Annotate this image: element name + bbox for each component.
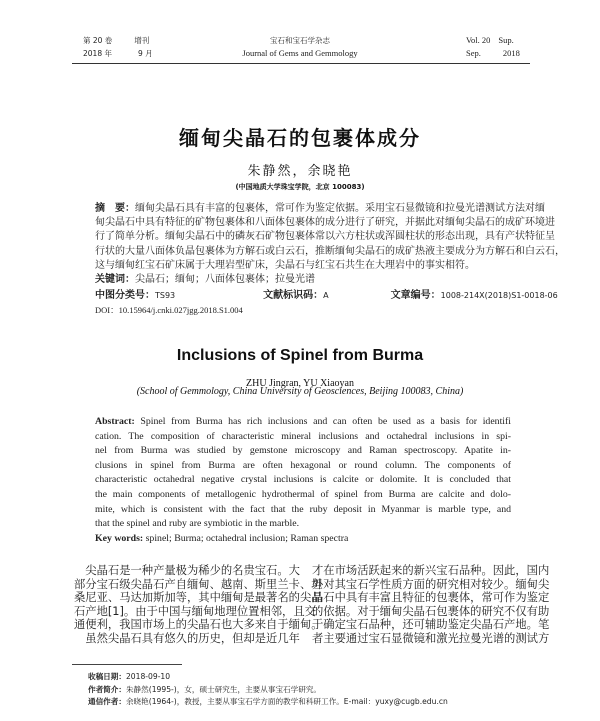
doc-code-label: 文献标识码： bbox=[263, 290, 324, 302]
classification-label: 中图分类号： bbox=[95, 290, 155, 302]
abstract-en-line: clusions in spinel from Burma are often hexagonal or round column. The components of bbox=[95, 459, 511, 471]
body-line: 石产地[1]。由于中国与缅甸地理位置相邻，且交 bbox=[74, 604, 316, 618]
body-line: 的依据。对于缅甸尖晶石包裹体的研究不仅有助 bbox=[312, 604, 550, 618]
classification-value: TS93 bbox=[155, 291, 176, 301]
abstract-en-label: Abstract: bbox=[95, 416, 135, 427]
body-line: 部分宝石级尖晶石产自缅甸、越南、斯里兰卡、坦 bbox=[74, 577, 323, 591]
month-en: Sep. bbox=[466, 48, 481, 58]
body-column-right bbox=[312, 564, 550, 646]
body-line: 者主要通过宝石显微镜和激光拉曼光谱的测试方 bbox=[312, 631, 550, 645]
journal-name-en: Journal of Gems and Gemmology bbox=[242, 48, 358, 58]
doc-code-value: A bbox=[323, 291, 329, 301]
journal-name-cn: 宝石和宝石学杂志 bbox=[270, 36, 330, 45]
keywords-en-label: Key words: bbox=[95, 532, 144, 544]
body-line: 外对其宝石学性质方面的研究相对较少。缅甸尖 bbox=[312, 577, 550, 591]
body-line: 尖晶石是一种产量极为稀少的名贵宝石。大 bbox=[74, 564, 300, 577]
abstract-en-line: that the spinel and ruby are symbiotic in the marble. bbox=[95, 518, 300, 530]
abstract-en-line: characteristic octahedral negative crystal inclusions is calcite or dolomite. It is concluded that bbox=[95, 474, 511, 486]
abstract-en-line: the main components of metallogenic hydrothermal of spinel from Burma are calcite and dolo- bbox=[95, 488, 511, 500]
issue: 增刊 bbox=[134, 36, 150, 45]
footnote-received: 收稿日期：2018-09-10 bbox=[88, 672, 171, 681]
abstract-en-line: cation. The composition of characteristic mineral inclusions and octahedral inclusions in spi- bbox=[95, 430, 511, 442]
abstract-en-line: nel from Burma was studied by gemstone microscopy and Raman spectroscopy. Apatite in- bbox=[95, 445, 511, 457]
sup-en: Sup. bbox=[498, 35, 514, 45]
abstract-en-line: mite, which is consistent with the fact that the ruby deposit in Myanmar is marble type, and bbox=[95, 503, 511, 515]
year-en: 2018 bbox=[502, 48, 520, 58]
header-right bbox=[466, 34, 520, 60]
body-line: 才在市场活跃起来的新兴宝石品种。因此，国内 bbox=[312, 564, 550, 577]
keywords-cn-label: 关键词： bbox=[95, 274, 135, 286]
footnote-corresponding: 通信作者：余晓艳(1964-)，教授，主要从事宝石学方面的教学和科研工作。E-mail：yuxy@cugb.edu.cn bbox=[88, 697, 448, 706]
doi: DOI：10.15964/j.cnki.027jgg.2018.S1.004 bbox=[95, 305, 243, 316]
body-line: 桑尼亚、马达加斯加等，其中缅甸是最著名的尖晶 bbox=[74, 591, 323, 605]
affiliation-en: (School of Gemmology, China University of Geosciences, Beijing 100083, China) bbox=[136, 386, 464, 397]
title-en: Inclusions of Spinel from Burma bbox=[176, 347, 424, 364]
footnote-author-bio: 作者简介：朱静然(1995-)，女，硕士研究生，主要从事宝石学研究。 bbox=[88, 684, 322, 694]
body-line: 通便利，我国市场上的尖晶石也大多来自于缅甸。 bbox=[74, 618, 323, 632]
vol-en: Vol. 20 bbox=[466, 35, 491, 45]
body-column-left bbox=[74, 564, 323, 646]
keywords-en: spinel; Burma; octahedral inclusion; Raman spectra bbox=[143, 532, 349, 544]
affiliation-cn: (中国地质大学珠宝学院，北京 100083) bbox=[235, 183, 365, 191]
month: 9 月 bbox=[137, 49, 153, 58]
footnote-rule bbox=[72, 664, 182, 665]
abstract-cn-line: 行了简单分析。缅甸尖晶石中的磷灰石矿物包裹体常以六方柱状或浑圆柱状的形态出现，具有产状特征呈 bbox=[95, 231, 555, 243]
article-no-label: 文章编号： bbox=[390, 290, 441, 302]
body-line: 虽然尖晶石具有悠久的历史，但却是近几年 bbox=[74, 631, 300, 645]
header-rule bbox=[72, 63, 530, 64]
abstract-cn-line: 甸尖晶石中具有特征的矿物包裹体和八面体包裹体的成分进行了研究，并据此对缅甸尖晶石的成矿环境进 bbox=[95, 217, 555, 229]
footnotes bbox=[88, 671, 448, 709]
body-line: 于确定宝石品种，还可辅助鉴定尖晶石产地。笔 bbox=[312, 618, 550, 632]
abstract-en bbox=[95, 415, 511, 546]
abstract-cn bbox=[95, 202, 565, 318]
abstract-cn-line: 这与缅甸红宝石矿床属于大理岩型矿床，尖晶石与红宝石共生在大理岩中的事实相符。 bbox=[95, 259, 475, 271]
keywords-cn: 尖晶石；缅甸；八面体包裹体；拉曼光谱 bbox=[135, 274, 315, 286]
abstract-en-line: Spinel from Burma has rich inclusions and can often be used as a basis for identifi bbox=[134, 416, 511, 427]
title-cn: 缅甸尖晶石的包裹体成分 bbox=[179, 126, 421, 150]
abstract-cn-line: 缅甸尖晶石具有丰富的包裹体，常可作为鉴定依据。采用宝石显微镜和拉曼光谱测试方法对缅 bbox=[135, 203, 545, 214]
body-line: 晶石中具有丰富且特征的包裹体，常可作为鉴定 bbox=[312, 591, 550, 605]
article-no-value: 1008-214X(2018)S1-0018-06 bbox=[440, 291, 558, 301]
authors-cn: 朱静然，余晓艳 bbox=[247, 164, 353, 179]
volume: 第 20 卷 bbox=[83, 36, 113, 45]
abstract-cn-line: 行状的大量八面体负晶包裹体为方解石或白云石，推断缅甸尖晶石的成矿热液主要成分为方解石和白云石， bbox=[95, 245, 565, 257]
year: 2018 年 bbox=[83, 49, 112, 58]
abstract-cn-label: 摘 要： bbox=[95, 203, 135, 214]
authors-en: ZHU Jingran, YU Xiaoyan bbox=[246, 378, 354, 389]
